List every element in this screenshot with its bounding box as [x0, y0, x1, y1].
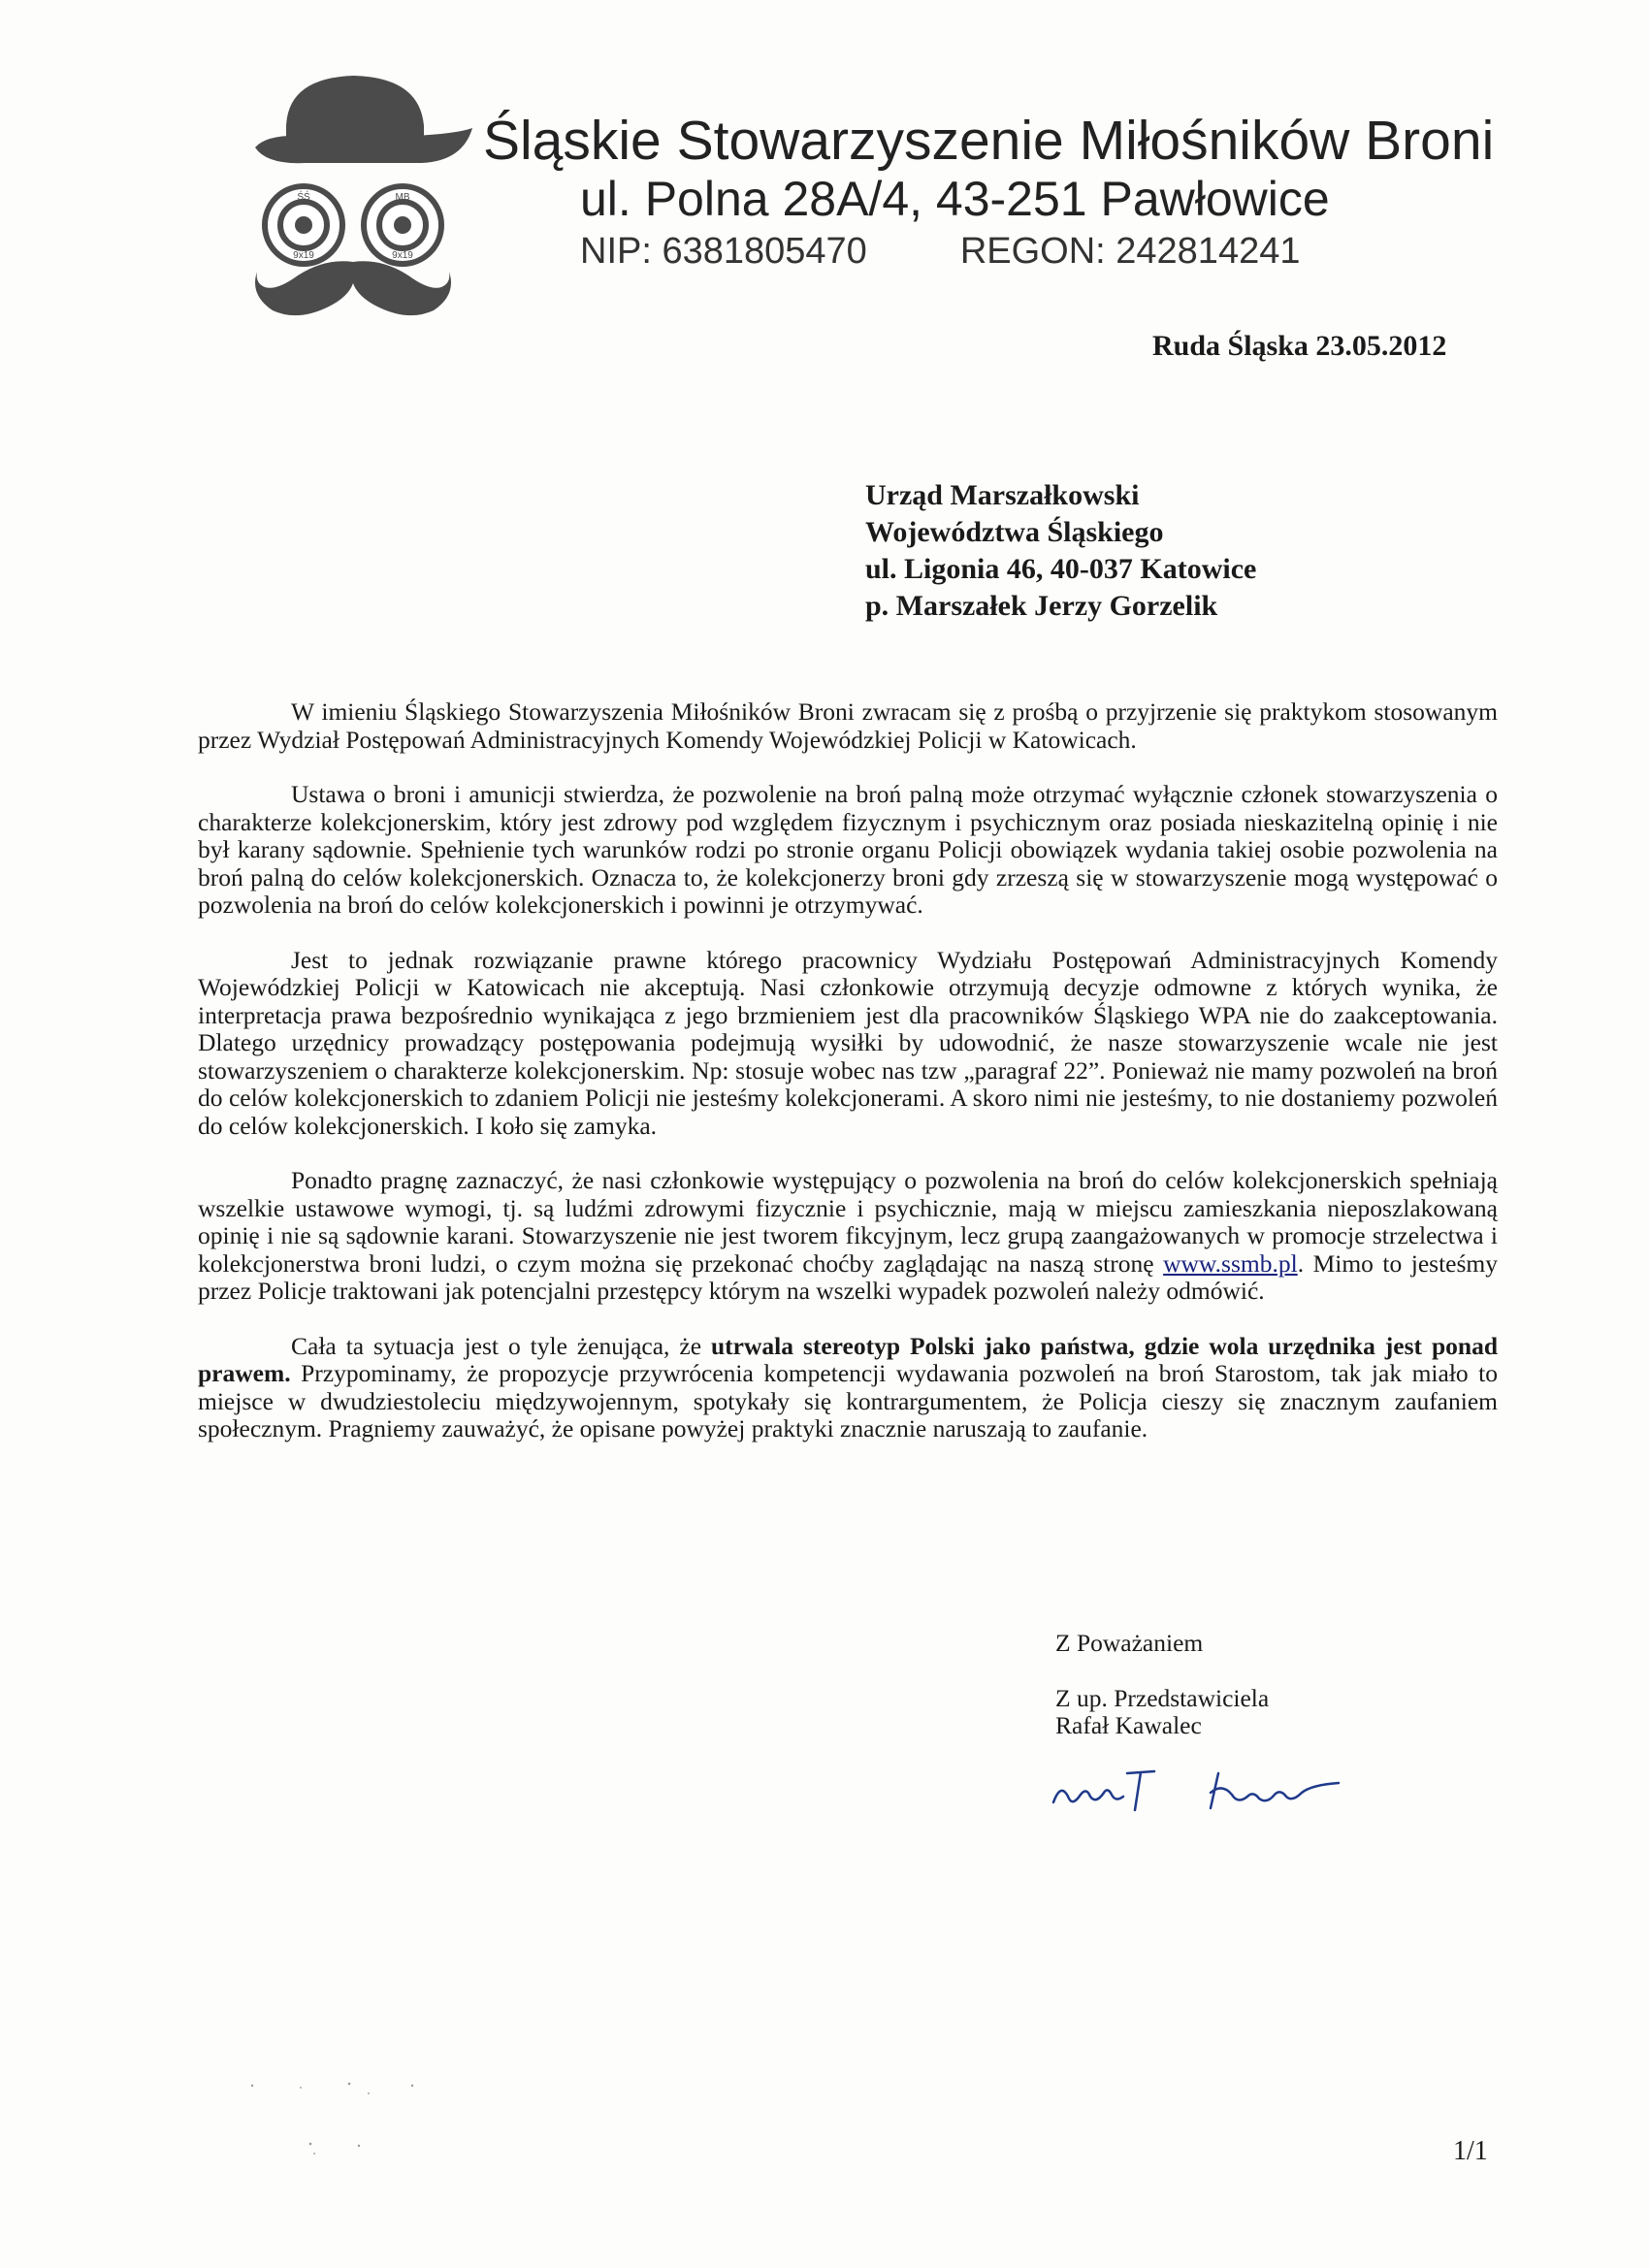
recipient-line: ul. Ligonia 46, 40-037 Katowice	[865, 553, 1257, 585]
svg-text:ŚŚ: ŚŚ	[297, 192, 310, 203]
right-cartridge-emblem	[364, 186, 441, 264]
recipient-line: Województwa Śląskiego	[865, 516, 1164, 548]
website-link[interactable]: www.ssmb.pl	[1163, 1248, 1298, 1278]
organization-ids	[580, 231, 1300, 273]
signatory-role: Z up. Przedstawiciela	[1055, 1683, 1270, 1712]
recipient-line: Urząd Marszałkowski	[865, 479, 1140, 511]
mustache-icon	[255, 261, 451, 315]
regon-number: REGON: 242814241	[959, 231, 1301, 272]
left-cartridge-emblem	[265, 186, 342, 264]
paragraph-text: Ponadto pragnę zaznaczyć, że nasi członkowie występujący o pozwolenia na broń do celów kolekcjonerskich spełniają wszelkie ustawowe wymogi, tj. są ludźmi zdrowymi fizycznie i psychicznie, mają w miejscu zamieszkania nieposzlakowaną opinię i nie są sądownie karani. Stowarzyszenie nie jest tworem fikcyjnym, lecz grupą zaangażowanych w promocje strzelectwa i kolekcjonerstwa broni ludzi, o czym można się przekonać choćby zaglądając na naszą stronę	[198, 1166, 1498, 1278]
recipient-block	[865, 477, 1256, 625]
body-paragraph: W imieniu Śląskiego Stowarzyszenia Miłośników Broni zwracam się z prośbą o przyjrzenie się praktykom stosowanym przez Wydział Postępowań Administracyjnych Komendy Wojewódzkiej Policji w Katowicach.	[198, 697, 1498, 754]
paragraph-text: Przypominamy, że propozycje przywrócenia kompetencji wydawania pozwoleń na broń Starostom, tak jak miało to miejsce w dwudziestoleciu międzywojennym, spotykały się kontrargumentem, że Policja cieszy się znacznym zaufaniem społecznym. Pragniemy zauważyć, że opisane powyżej praktyki znacznie naruszają to zaufanie.	[198, 1359, 1498, 1442]
svg-text:9x19: 9x19	[392, 250, 413, 261]
place-and-date: Ruda Śląska 23.05.2012	[1152, 330, 1447, 362]
organization-name: Śląskie Stowarzyszenie Miłośników Broni	[483, 110, 1495, 172]
handwritten-signature	[1048, 1754, 1416, 1822]
body-paragraph	[198, 1167, 1498, 1306]
closing-block	[1055, 1630, 1269, 1740]
body-paragraph: Jest to jednak rozwiązanie prawne którego pracownicy Wydziału Postępowań Administracyjnych Komendy Wojewódzkiej Policji w Katowicach nie akceptują. Nasi członkowie otrzymują decyzje odmowne z których wynika, że interpretacja prawa bezpośrednio wynikająca z jego brzmieniem jest dla pracowników Śląskiego WPA nie do zaakceptowania. Dlatego urzędnicy prowadzący postępowania podejmują wysiłki by udowodnić, że nasze stowarzyszenie wcale nie jest stowarzyszeniem o charakterze kolekcjonerskim. Np: stosuje wobec nas tzw „paragraf 22”. Ponieważ nie mamy pozwoleń na broń do celów kolekcjonerskich to zdaniem Policji nie jesteśmy kolekcjonerami. A skoro nimi nie jesteśmy, to nie dostaniemy pozwoleń do celów kolekcjonerskich. I koło się zamyka.	[198, 945, 1498, 1140]
recipient-line: p. Marszałek Jerzy Gorzelik	[865, 590, 1218, 622]
signatory-name: Rafał Kawalec	[1055, 1711, 1202, 1739]
organization-logo	[247, 68, 490, 320]
body-paragraph	[198, 1333, 1498, 1443]
svg-text:9x19: 9x19	[293, 250, 314, 261]
scan-specks	[242, 2076, 485, 2173]
bowler-hat-icon	[255, 76, 472, 163]
emphasized-text: utrwala stereotyp Polski jako państwa, gdzie wola urzędnika jest ponad prawem.	[198, 1331, 1499, 1387]
svg-text:MB: MB	[395, 192, 410, 203]
nip-number: NIP: 6381805470	[580, 231, 867, 272]
paragraph-text: Cała ta sytuacja jest o tyle żenująca, że	[291, 1331, 711, 1360]
letter-body	[198, 698, 1498, 1471]
organization-address: ul. Polna 28A/4, 43-251 Pawłowice	[580, 172, 1330, 226]
closing-regards: Z Poważaniem	[1055, 1629, 1204, 1657]
body-paragraph: Ustawa o broni i amunicji stwierdza, że pozwolenie na broń palną może otrzymać wyłącznie członek stowarzyszenia o charakterze kolekcjonerskim, który jest zdrowy pod względem fizycznym i psychicznym oraz posiada nieskazitelną opinię i nie był karany sądownie. Spełnienie tych warunków rodzi po stronie organu Policji obowiązek wydania takiej osobie pozwolenia na broń palną do celów kolekcjonerskich. Oznacza to, że kolekcjonerzy broni gdy zrzeszą się w stowarzyszenie mogą występować o pozwolenia na broń do celów kolekcjonerskich i powinni je otrzymywać.	[198, 780, 1498, 919]
paragraph-text: . Mimo to jesteśmy przez Policje traktowani jak potencjalni przestępcy którym na wszelki wypadek pozwoleń należy odmówić.	[198, 1248, 1498, 1305]
page-number: 1/1	[1453, 2136, 1488, 2166]
